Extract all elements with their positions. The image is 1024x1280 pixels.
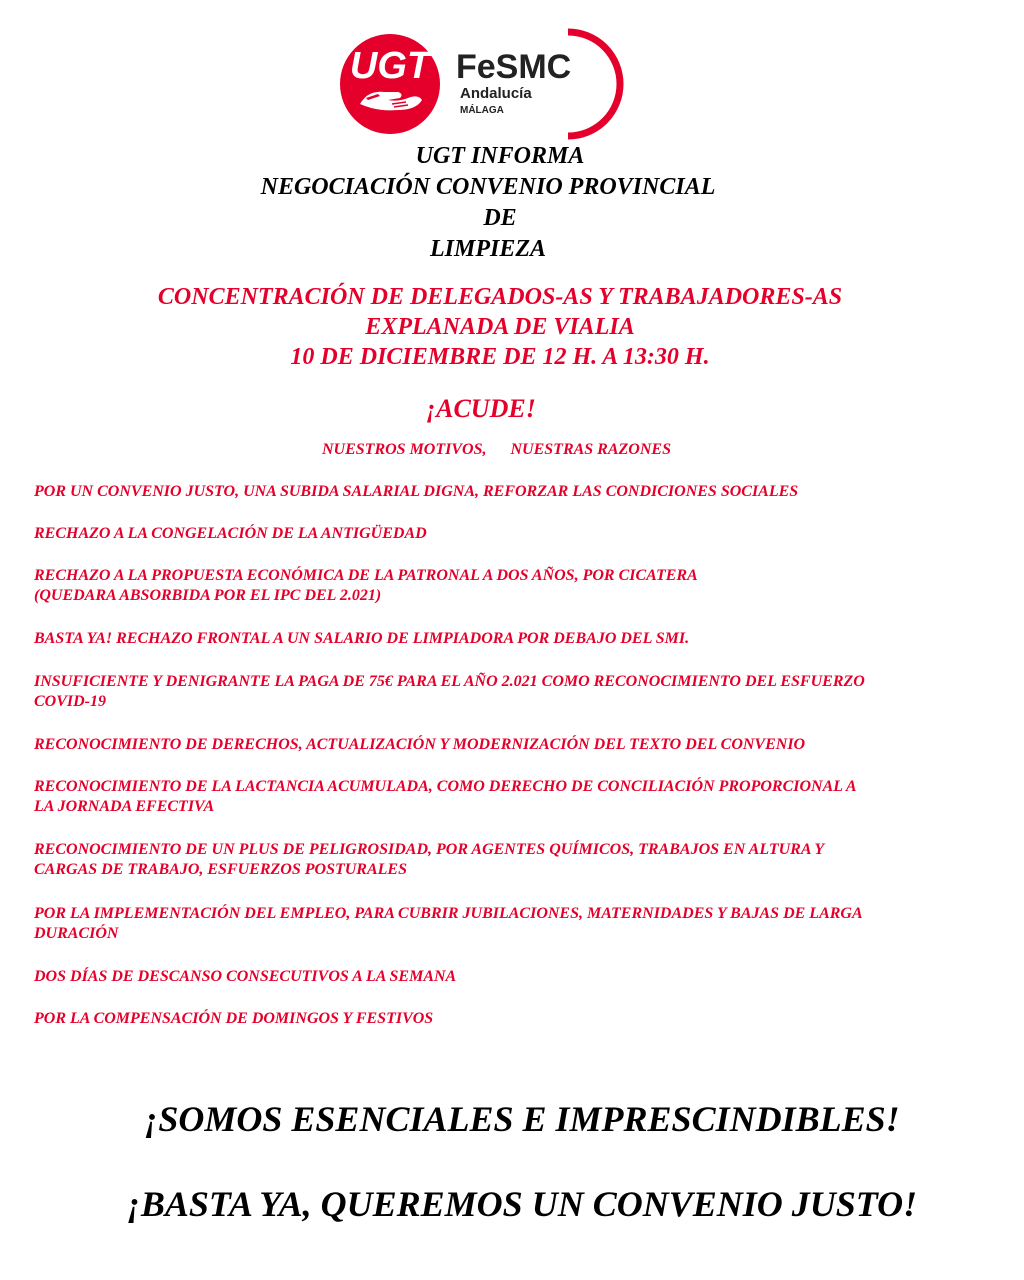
reason-item: DOS DÍAS DE DESCANSO CONSECUTIVOS A LA SEMANA — [34, 968, 457, 985]
logo-ugt-text: UGT — [349, 45, 431, 87]
reason-item: POR UN CONVENIO JUSTO, UNA SUBIDA SALARIAL DIGNA, REFORZAR LAS CONDICIONES SOCIALES — [34, 483, 799, 500]
reason-item: POR LA IMPLEMENTACIÓN DEL EMPLEO, PARA CUBRIR JUBILACIONES, MATERNIDADES Y BAJAS DE LARGA DURACIÓN — [34, 905, 863, 942]
reason-item: RECHAZO A LA PROPUESTA ECONÓMICA DE LA PATRONAL A DOS AÑOS, POR CICATERA (QUEDARA ABSORBIDA POR EL IPC DEL 2.021) — [34, 567, 698, 604]
reason-item: POR LA COMPENSACIÓN DE DOMINGOS Y FESTIVOS — [34, 1010, 434, 1027]
header-line-2: NEGOCIACIÓN CONVENIO PROVINCIAL — [260, 174, 716, 200]
motivos-right: NUESTRAS RAZONES — [510, 441, 671, 458]
reason-item: BASTA YA! RECHAZO FRONTAL A UN SALARIO DE LIMPIADORA POR DEBAJO DEL SMI. — [34, 630, 690, 647]
motivos-left: NUESTROS MOTIVOS, — [322, 441, 487, 458]
event-line-2: EXPLANADA DE VIALIA — [365, 314, 635, 340]
logo-graphic — [338, 22, 638, 146]
reason-item: RECHAZO A LA CONGELACIÓN DE LA ANTIGÜEDAD — [34, 525, 427, 542]
event-line-1: CONCENTRACIÓN DE DELEGADOS-AS Y TRABAJADORES-AS — [157, 284, 843, 310]
ugt-fesmc-logo — [338, 22, 638, 146]
slogan-line-2: ¡BASTA YA, QUEREMOS UN CONVENIO JUSTO! — [126, 1184, 918, 1224]
reason-item: RECONOCIMIENTO DE LA LACTANCIA ACUMULADA, COMO DERECHO DE CONCILIACIÓN PROPORCIONAL A LA JORNADA EFECTIVA — [34, 778, 857, 815]
reason-item: RECONOCIMIENTO DE DERECHOS, ACTUALIZACIÓN Y MODERNIZACIÓN DEL TEXTO DEL CONVENIO — [34, 736, 806, 753]
header-line-3: DE — [483, 205, 517, 231]
event-line-3: 10 DE DICIEMBRE DE 12 H. A 13:30 H. — [290, 344, 710, 370]
logo-province-text: MÁLAGA — [460, 105, 504, 116]
slogan-line-1: ¡SOMOS ESENCIALES E IMPRESCINDIBLES! — [144, 1099, 900, 1139]
header-line-1: UGT INFORMA — [415, 143, 585, 169]
motivos-heading — [322, 441, 671, 459]
header-line-4: LIMPIEZA — [429, 236, 546, 262]
call-to-action: ¡ACUDE! — [426, 394, 536, 423]
logo-arc — [568, 32, 620, 136]
logo-region-text: Andalucía — [460, 85, 532, 102]
logo-fesmc-text: FeSMC — [456, 48, 572, 86]
reason-item: INSUFICIENTE Y DENIGRANTE LA PAGA DE 75€ PARA EL AÑO 2.021 COMO RECONOCIMIENTO DEL ESFUERZO COVID-19 — [34, 673, 865, 710]
reason-item: RECONOCIMIENTO DE UN PLUS DE PELIGROSIDAD, POR AGENTES QUÍMICOS, TRABAJOS EN ALTURA Y CARGAS DE TRABAJO, ESFUERZOS POSTURALES — [34, 841, 825, 878]
